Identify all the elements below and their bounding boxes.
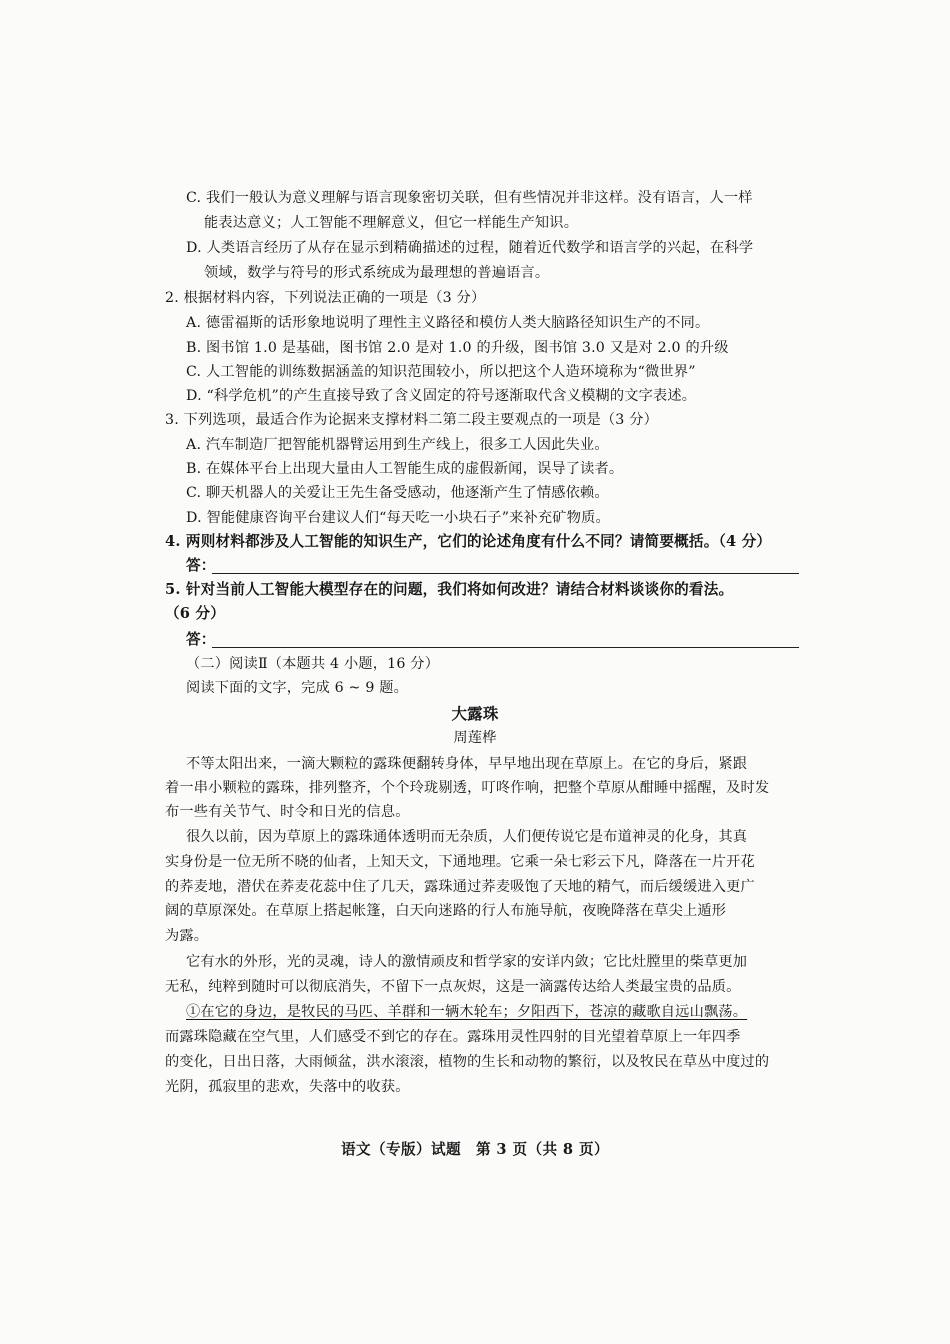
section2-instruction: 阅读下面的文字，完成 6 ~ 9 题。 [186, 680, 409, 696]
article-author: 周莲桦 [453, 730, 497, 746]
page-footer: 语文（专版）试题 第 3 页（共 8 页） [341, 1141, 609, 1158]
q5-stem-line1: 5. 针对当前人工智能大模型存在的问题，我们将如何改进？请结合材料谈谈你的看法。 [165, 581, 734, 598]
q4-answer-label: 答： [186, 557, 216, 574]
q3-stem: 3. 下列选项，最适合作为论据来支撑材料二第二段主要观点的一项是（3 分） [165, 412, 658, 428]
article-p3-line2: 无私，纯粹到随时可以彻底消失，不留下一点灰烬，这是一滴露传达给人类最宝贵的品质。 [165, 979, 741, 995]
article-title: 大露珠 [451, 704, 499, 723]
article-p1-line1: 不等太阳出来，一滴大颗粒的露珠便翻转身体，早早地出现在草原上。在它的身后，紧跟 [186, 756, 748, 772]
article-p4-line3: 的变化，日出日落，大雨倾盆，洪水滚滚，植物的生长和动物的繁衍，以及牧民在草丛中度过的 [165, 1054, 770, 1070]
q2-option-c: C. 人工智能的训练数据涵盖的知识范围较小，所以把这个人造环境称为“微世界” [186, 364, 696, 380]
article-p3-line1: 它有水的外形，光的灵魂，诗人的激情顽皮和哲学家的安详内敛；它比灶膛里的柴草更加 [186, 954, 748, 970]
article-p2-line5: 为露。 [165, 928, 209, 944]
option-d-line2: 领域，数学与符号的形式系统成为最理想的普遍语言。 [204, 265, 550, 281]
article-p2-line2: 实身份是一位无所不晓的仙者，上知天文，下通地理。它乘一朵七彩云下凡，降落在一片开花 [165, 854, 755, 870]
article-p4-marked-sentence: ①在它的身边，是牧民的马匹、羊群和一辆木轮车；夕阳西下，苍凉的藏歌自远山飘荡。 [186, 1004, 748, 1020]
q5-answer-line[interactable] [212, 647, 799, 648]
article-p1-line2: 着一串小颗粒的露珠，排列整齐，个个玲珑剔透，叮咚作响，把整个草原从酣睡中摇醒，及时发 [165, 780, 770, 796]
q5-answer-label: 答： [186, 631, 216, 648]
article-p2-line1: 很久以前，因为草原上的露珠通体透明而无杂质，人们便传说它是布道神灵的化身，其真 [186, 829, 748, 845]
article-p4-line2: 而露珠隐藏在空气里，人们感受不到它的存在。露珠用灵性四射的目光望着草原上一年四季 [165, 1029, 741, 1045]
section2-heading: （二）阅读Ⅱ（本题共 4 小题，16 分） [186, 656, 440, 672]
q4-answer-line[interactable] [212, 573, 799, 574]
article-p2-line3: 的荞麦地，潜伏在荞麦花蕊中住了几天，露珠通过荞麦吸饱了天地的精气，而后缓缓进入更广 [165, 879, 755, 895]
q5-stem-line2: （6 分） [165, 605, 226, 622]
q4-stem: 4. 两则材料都涉及人工智能的知识生产，它们的论述角度有什么不同？请简要概括。（4 分） [165, 533, 772, 550]
article-p4-line4: 光阴，孤寂里的悲欢，失落中的收获。 [165, 1079, 410, 1095]
option-d-line1: D. 人类语言经历了从存在显示到精确描述的过程，随着近代数学和语言学的兴起，在科学 [186, 240, 754, 256]
q3-option-b: B. 在媒体平台上出现大量由人工智能生成的虚假新闻，误导了读者。 [186, 461, 624, 477]
option-c-line2: 能表达意义；人工智能不理解意义，但它一样能生产知识。 [204, 215, 579, 231]
option-c-line1: C. 我们一般认为意义理解与语言现象密切关联，但有些情况并非这样。没有语言，人一样 [186, 190, 753, 206]
article-p2-line4: 阔的草原深处。在草原上搭起帐篷，白天向迷路的行人布施导航，夜晚降落在草尖上遁形 [165, 903, 727, 919]
q3-option-d: D. 智能健康咨询平台建议人们“每天吃一小块石子”来补充矿物质。 [186, 510, 610, 526]
q2-stem: 2. 根据材料内容，下列说法正确的一项是（3 分） [165, 290, 486, 306]
q2-option-b: B. 图书馆 1.0 是基础，图书馆 2.0 是对 1.0 的升级，图书馆 3.0 又是对 2.0 的升级 [186, 340, 729, 356]
q3-option-a: A. 汽车制造厂把智能机器臂运用到生产线上，很多工人因此失业。 [186, 437, 609, 453]
article-p1-line3: 布一些有关节气、时令和日光的信息。 [165, 804, 410, 820]
q2-option-d: D. “科学危机”的产生直接导致了含义固定的符号逐渐取代含义模糊的文字表述。 [186, 388, 697, 404]
q2-option-a: A. 德雷福斯的话形象地说明了理性主义路径和模仿人类大脑路径知识生产的不同。 [186, 315, 710, 331]
q3-option-c: C. 聊天机器人的关爱让王先生备受感动，他逐渐产生了情感依赖。 [186, 485, 609, 501]
